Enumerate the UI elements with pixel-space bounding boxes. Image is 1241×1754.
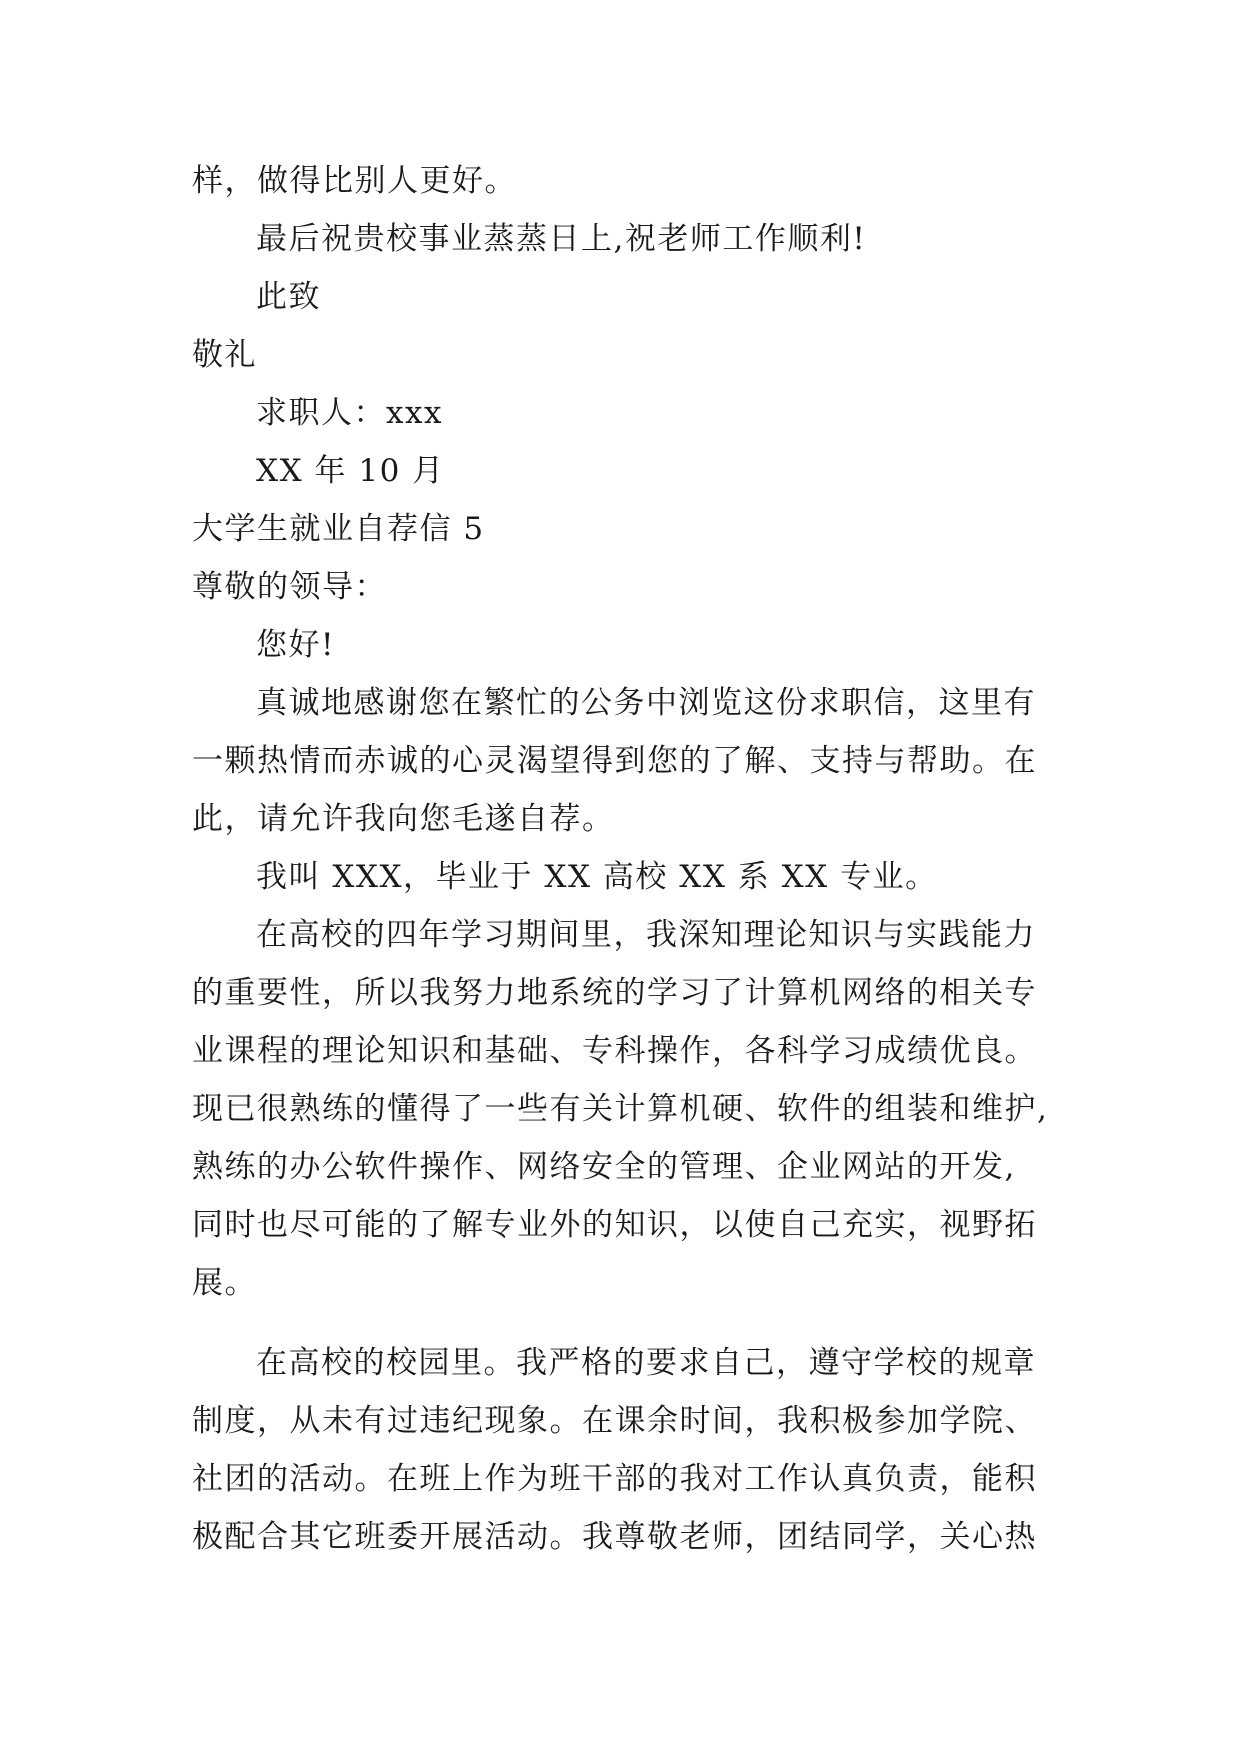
paragraph-line: 真诚地感谢您在繁忙的公务中浏览这份求职信，这里有 bbox=[256, 685, 1036, 721]
paragraph-line: 制度，从未有过违纪现象。在课余时间，我积极参加学院、 bbox=[192, 1403, 1037, 1439]
paragraph-line: 在高校的校园里。我严格的要求自己，遵守学校的规章 bbox=[256, 1345, 1036, 1381]
greeting-hello: 您好! bbox=[256, 627, 335, 663]
paragraph-line: 社团的活动。在班上作为班干部的我对工作认真负责，能积 bbox=[192, 1461, 1037, 1497]
closing-wish: 最后祝贵校事业蒸蒸日上,祝老师工作顺利! bbox=[256, 221, 867, 257]
section-title: 大学生就业自荐信 5 bbox=[192, 511, 485, 547]
paragraph-line: 展。 bbox=[192, 1265, 257, 1301]
paragraph-line: 样，做得比别人更好。 bbox=[192, 163, 517, 199]
paragraph-line: 一颗热情而赤诚的心灵渴望得到您的了解、支持与帮助。在 bbox=[192, 743, 1037, 779]
paragraph-line: 业课程的理论知识和基础、专科操作，各科学习成绩优良。 bbox=[192, 1033, 1037, 1069]
paragraph-line: 的重要性，所以我努力地系统的学习了计算机网络的相关专 bbox=[192, 975, 1037, 1011]
letter-body bbox=[192, 152, 1062, 1566]
paragraph-line: 此，请允许我向您毛遂自荐。 bbox=[192, 801, 615, 837]
paragraph-line: 在高校的四年学习期间里，我深知理论知识与实践能力 bbox=[256, 917, 1036, 953]
paragraph-line: 熟练的办公软件操作、网络安全的管理、企业网站的开发, bbox=[192, 1149, 1016, 1185]
paragraph-line: 我叫 XXX，毕业于 XX 高校 XX 系 XX 专业。 bbox=[256, 859, 938, 895]
letter-greeting: 尊敬的领导： bbox=[192, 569, 387, 605]
letter-date: XX 年 10 月 bbox=[256, 453, 445, 489]
paragraph-line: 极配合其它班委开展活动。我尊敬老师，团结同学，关心热 bbox=[192, 1519, 1037, 1555]
paragraph-gap bbox=[192, 1312, 1062, 1334]
paragraph-line: 同时也尽可能的了解专业外的知识，以使自己充实，视野拓 bbox=[192, 1207, 1037, 1243]
salutation-cizhi: 此致 bbox=[256, 279, 321, 315]
salutation-jingli: 敬礼 bbox=[192, 337, 257, 373]
paragraph-line: 现已很熟练的懂得了一些有关计算机硬、软件的组装和维护, bbox=[192, 1091, 1049, 1127]
applicant-signature: 求职人：xxx bbox=[256, 395, 443, 431]
